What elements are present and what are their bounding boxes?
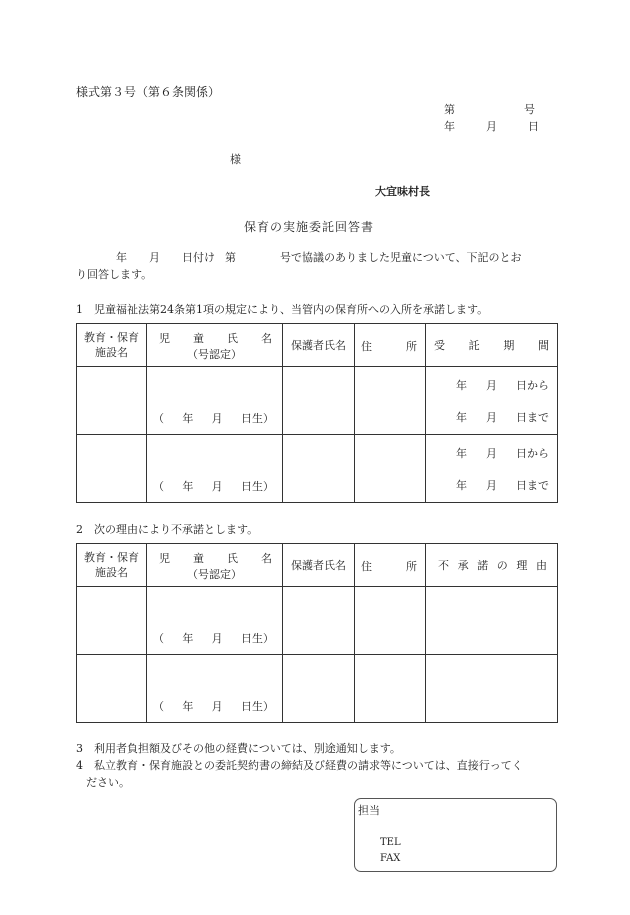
period-cell[interactable] — [426, 435, 558, 503]
addressee-suffix: 様 — [230, 153, 241, 166]
birth-year: 年 — [182, 412, 194, 425]
birth-month: 月 — [211, 632, 223, 645]
refusal-table — [76, 543, 558, 723]
document-title: 保育の実施委託回答書 — [244, 220, 375, 234]
doc-number-prefix: 第 — [444, 103, 455, 116]
intro-line-1 — [76, 249, 522, 265]
birth-day: 日生） — [240, 632, 274, 645]
note-4-line-2: ださい。 — [86, 776, 130, 789]
from-day: 日から — [516, 379, 549, 392]
doc-number — [444, 101, 535, 117]
child-header-c4: 名 — [261, 552, 272, 565]
child-name-header — [147, 324, 283, 367]
facility-header-line2: 施設名 — [95, 346, 128, 359]
guardian-header: 保護者氏名 — [283, 324, 355, 367]
intro-no-prefix: 第 — [225, 251, 236, 264]
to-year: 年 — [456, 479, 467, 492]
doc-date-month: 月 — [486, 120, 497, 133]
address-header-c2: 所 — [406, 340, 417, 353]
facility-cell[interactable] — [77, 587, 147, 655]
reason-header-c5: 理 — [516, 559, 528, 572]
period-from — [456, 445, 549, 461]
intro-line-2: り回答します。 — [76, 268, 153, 281]
birth-open: （ — [153, 700, 164, 713]
birth-open: （ — [153, 480, 164, 493]
address-header — [355, 324, 426, 367]
period-header-c1: 受 — [434, 339, 445, 352]
child-header-c2: 童 — [193, 552, 204, 565]
guardian-cell[interactable] — [283, 587, 355, 655]
doc-date — [444, 118, 539, 134]
guardian-cell[interactable] — [283, 655, 355, 723]
table-row — [77, 655, 558, 723]
section1-heading: 1 児童福祉法第24条第1項の規定により、当管内の保育所への入所を承諾します。 — [76, 303, 489, 316]
child-name-header — [147, 544, 283, 587]
reason-header — [426, 544, 558, 587]
child-name-cell[interactable] — [147, 655, 283, 723]
from-month: 月 — [486, 379, 497, 392]
child-header-c3: 氏 — [227, 332, 238, 345]
birth-day: 日生） — [240, 480, 274, 493]
guardian-header: 保護者氏名 — [283, 544, 355, 587]
birth-date — [153, 630, 274, 646]
address-header-c1: 住 — [361, 340, 372, 353]
note-3: 3 利用者負担額及びその他の経費については、別途通知します。 — [76, 742, 401, 755]
intro-year: 年 — [116, 251, 127, 264]
child-header-c4: 名 — [261, 332, 272, 345]
facility-header-line2: 施設名 — [95, 566, 128, 579]
reason-header-c2: 承 — [457, 559, 469, 572]
address-cell[interactable] — [355, 367, 426, 435]
birth-date — [153, 410, 274, 426]
birth-open: （ — [153, 412, 164, 425]
child-header-sub: （号認定） — [187, 568, 242, 581]
address-cell[interactable] — [355, 435, 426, 503]
to-month: 月 — [486, 411, 497, 424]
period-to — [456, 409, 549, 425]
contact-tel: TEL — [380, 837, 401, 848]
facility-cell[interactable] — [77, 655, 147, 723]
table-row — [77, 587, 558, 655]
period-header-c4: 間 — [537, 339, 549, 352]
intro-month: 月 — [149, 251, 160, 264]
note-4-line-1: 4 私立教育・保育施設との委託契約書の締結及び経費の請求等については、直接行ってく — [76, 759, 523, 772]
reason-cell[interactable] — [426, 587, 558, 655]
section2-heading: 2 次の理由により不承諾とします。 — [76, 523, 259, 536]
birth-date — [153, 698, 274, 714]
facility-header-line1: 教育・保育 — [84, 331, 139, 344]
doc-date-day: 日 — [528, 120, 539, 133]
address-header — [355, 544, 426, 587]
address-cell[interactable] — [355, 587, 426, 655]
birth-month: 月 — [211, 412, 223, 425]
guardian-cell[interactable] — [283, 367, 355, 435]
birth-open: （ — [153, 632, 164, 645]
intro-rest: 号で協議のありました児童について、下記のとお — [280, 251, 522, 264]
doc-number-suffix: 号 — [524, 103, 535, 116]
birth-year: 年 — [182, 480, 194, 493]
guardian-cell[interactable] — [283, 435, 355, 503]
reason-header-c3: 諾 — [477, 559, 489, 572]
to-day: 日まで — [516, 411, 549, 424]
child-header-c1: 児 — [159, 552, 170, 565]
to-day: 日まで — [516, 479, 549, 492]
facility-cell[interactable] — [77, 367, 147, 435]
child-name-cell[interactable] — [147, 435, 283, 503]
child-header-sub: （号認定） — [187, 348, 242, 361]
from-year: 年 — [456, 379, 467, 392]
period-header-c3: 期 — [503, 339, 515, 352]
from-year: 年 — [456, 447, 467, 460]
child-header-c3: 氏 — [227, 552, 238, 565]
table-row — [77, 367, 558, 435]
acceptance-header-row — [77, 324, 558, 367]
reason-header-c6: 由 — [535, 559, 547, 572]
to-year: 年 — [456, 411, 467, 424]
table-row — [77, 435, 558, 503]
facility-cell[interactable] — [77, 435, 147, 503]
intro-dated: 日付け — [182, 251, 215, 264]
child-name-cell[interactable] — [147, 587, 283, 655]
birth-day: 日生） — [240, 412, 274, 425]
address-header-c1: 住 — [361, 560, 372, 573]
period-to — [456, 477, 549, 493]
child-header-c1: 児 — [159, 332, 170, 345]
facility-header-line1: 教育・保育 — [84, 551, 139, 564]
birth-day: 日生） — [240, 700, 274, 713]
reason-header-c1: 不 — [438, 559, 449, 572]
birth-month: 月 — [211, 480, 223, 493]
facility-header — [77, 324, 147, 367]
birth-year: 年 — [182, 632, 194, 645]
period-header-c2: 託 — [468, 339, 480, 352]
period-from — [456, 377, 549, 393]
address-header-c2: 所 — [406, 560, 417, 573]
acceptance-table — [76, 323, 558, 503]
form-label: 様式第３号（第６条関係） — [76, 85, 221, 99]
period-cell[interactable] — [426, 367, 558, 435]
reason-cell[interactable] — [426, 655, 558, 723]
doc-date-year: 年 — [444, 120, 455, 133]
facility-header — [77, 544, 147, 587]
from-month: 月 — [486, 447, 497, 460]
address-cell[interactable] — [355, 655, 426, 723]
contact-box — [354, 798, 557, 872]
period-header — [426, 324, 558, 367]
birth-month: 月 — [211, 700, 223, 713]
reason-header-c4: の — [496, 559, 508, 572]
from-day: 日から — [516, 447, 549, 460]
issuer: 大宜味村長 — [375, 185, 430, 198]
to-month: 月 — [486, 479, 497, 492]
birth-date — [153, 478, 274, 494]
birth-year: 年 — [182, 700, 194, 713]
refusal-header-row — [77, 544, 558, 587]
contact-fax: FAX — [380, 853, 401, 864]
contact-label: 担当 — [358, 804, 380, 817]
child-name-cell[interactable] — [147, 367, 283, 435]
child-header-c2: 童 — [193, 332, 204, 345]
